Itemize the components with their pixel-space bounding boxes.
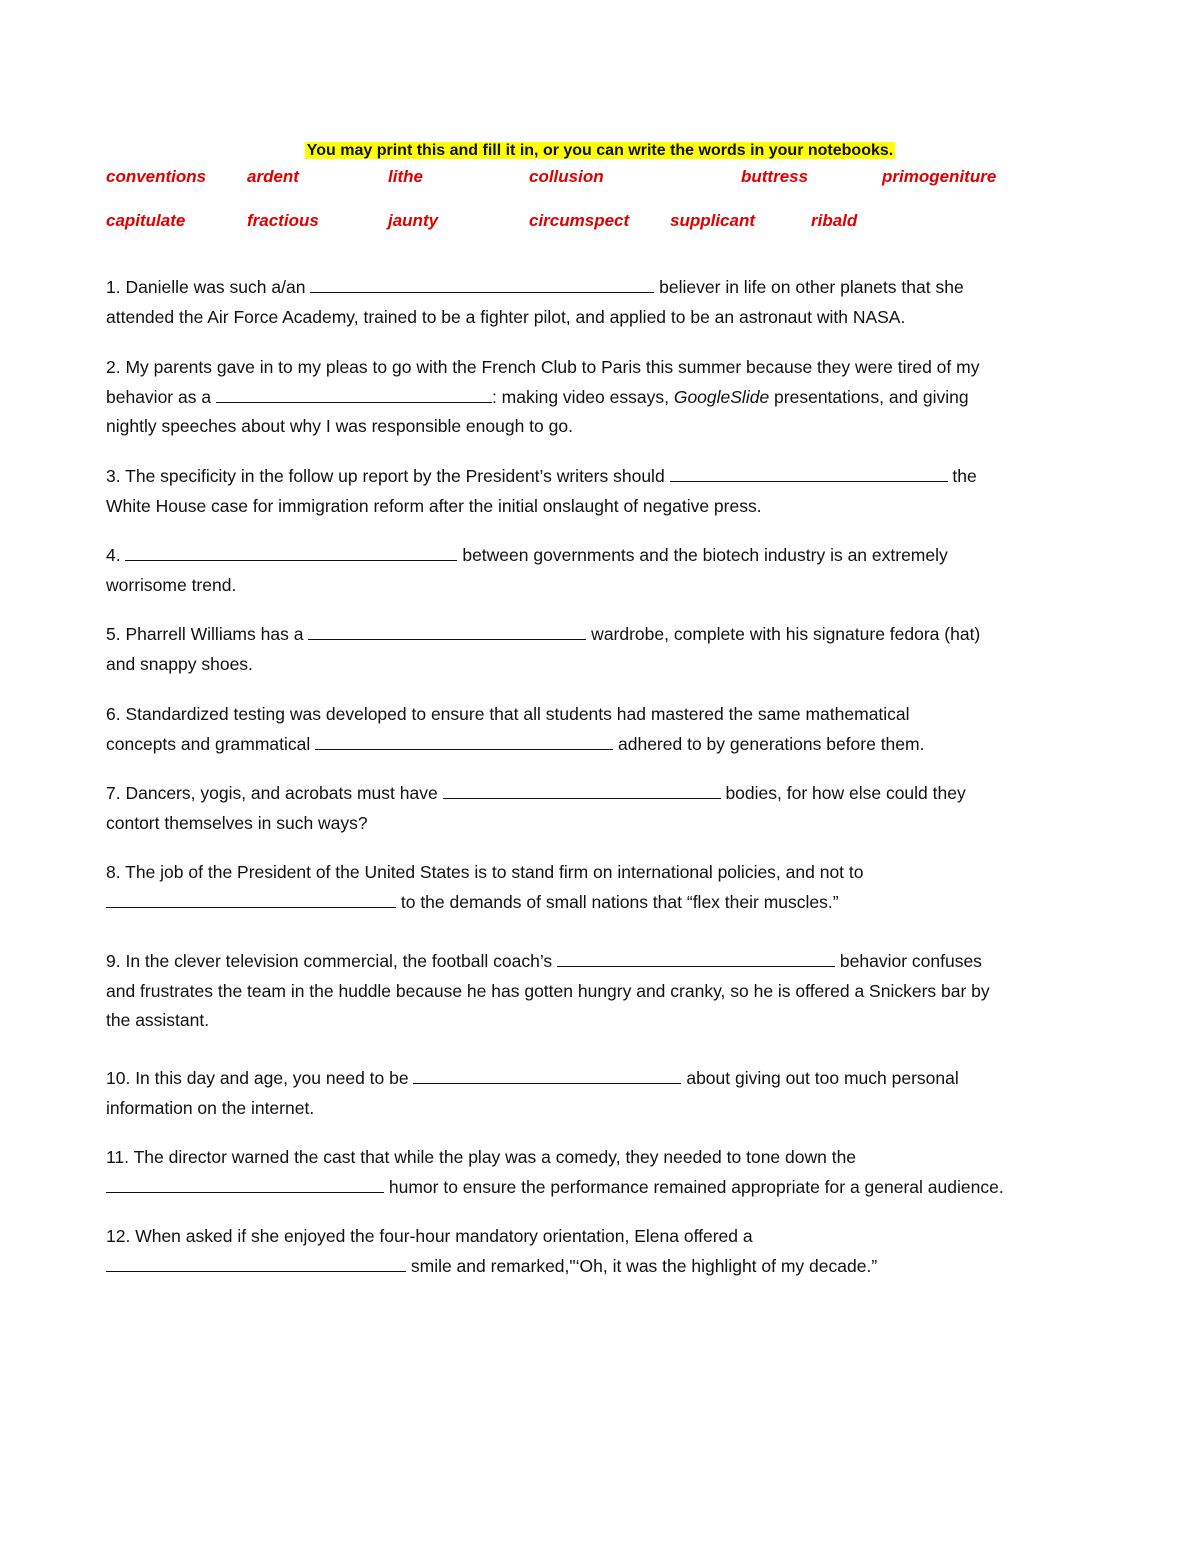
answer-blank[interactable] bbox=[106, 889, 396, 908]
question-number: 9. bbox=[106, 951, 121, 971]
word-bank-item: conventions bbox=[106, 167, 207, 186]
question-number: 10. bbox=[106, 1068, 131, 1088]
word-bank-item: ardent bbox=[247, 167, 299, 186]
question-text: bodies, for how else could they bbox=[720, 783, 966, 803]
question-text: : making video essays, bbox=[491, 386, 674, 407]
question-text: the bbox=[947, 466, 977, 486]
question-number: 11. bbox=[106, 1147, 130, 1167]
question-text: White House case for immigration reform after the initial onslaught of negative press. bbox=[106, 495, 762, 516]
word-bank-item: lithe bbox=[388, 167, 423, 186]
question-text: information on the internet. bbox=[106, 1097, 315, 1118]
question-text: The director warned the cast that while the play was a comedy, they needed to tone down the bbox=[129, 1147, 857, 1167]
question-10 bbox=[106, 1064, 1106, 1123]
question-text: adhered to by generations before them. bbox=[613, 733, 925, 754]
question-text: and snappy shoes. bbox=[106, 653, 253, 674]
question-text: between governments and the biotech industry is an extremely bbox=[457, 545, 948, 565]
word-bank-item: supplicant bbox=[670, 211, 756, 230]
word-bank-item: capitulate bbox=[106, 211, 186, 230]
question-number: 2. bbox=[106, 357, 121, 377]
answer-blank[interactable] bbox=[308, 621, 586, 640]
question-number: 7. bbox=[106, 783, 121, 803]
question-text: and frustrates the team in the huddle because he has gotten hungry and cranky, so he is offered a Snickers bar by bbox=[106, 980, 990, 1001]
question-text: humor to ensure the performance remained appropriate for a general audience. bbox=[384, 1176, 1004, 1197]
answer-blank[interactable] bbox=[310, 274, 654, 293]
question-5 bbox=[106, 620, 1106, 679]
question-8 bbox=[106, 858, 1106, 917]
question-number: 1. bbox=[106, 277, 121, 297]
answer-blank[interactable] bbox=[106, 1174, 384, 1193]
question-text: The job of the President of the United States is to stand firm on international policies, and not to bbox=[120, 862, 864, 882]
question-number: 5. bbox=[106, 624, 121, 644]
question-text: believer in life on other planets that she bbox=[654, 277, 964, 297]
word-bank-item: ribald bbox=[811, 211, 858, 230]
question-text: the assistant. bbox=[106, 1010, 210, 1030]
question-number: 8. bbox=[106, 862, 121, 882]
answer-blank[interactable] bbox=[557, 948, 835, 967]
question-text: In this day and age, you need to be bbox=[130, 1068, 414, 1088]
answer-blank[interactable] bbox=[670, 463, 948, 482]
answer-blank[interactable] bbox=[413, 1065, 681, 1084]
question-number: 4. bbox=[106, 545, 121, 565]
instructions-banner bbox=[0, 140, 1200, 162]
question-text: wardrobe, complete with his signature fedora (hat) bbox=[586, 624, 981, 644]
question-text: smile and remarked,"‘Oh, it was the highlight of my decade.” bbox=[406, 1255, 878, 1276]
question-text: behavior confuses bbox=[835, 951, 982, 971]
question-text: presentations, and giving bbox=[769, 386, 969, 407]
question-text: My parents gave in to my pleas to go with the French Club to Paris this summer because they were tired of my bbox=[120, 357, 980, 377]
word-bank-item: jaunty bbox=[388, 211, 439, 230]
word-bank-item: fractious bbox=[247, 211, 319, 230]
question-text-italic: GoogleSlide bbox=[673, 386, 770, 407]
answer-blank[interactable] bbox=[125, 542, 457, 561]
word-bank-item: primogeniture bbox=[882, 167, 997, 186]
word-bank-item: collusion bbox=[529, 167, 604, 186]
question-text: nightly speeches about why I was responsible enough to go. bbox=[106, 416, 573, 436]
question-text: Standardized testing was developed to ensure that all students had mastered the same mathematical bbox=[120, 704, 910, 724]
question-text: about giving out too much personal bbox=[681, 1068, 959, 1088]
question-6 bbox=[106, 700, 1106, 759]
question-number: 6. bbox=[106, 704, 121, 724]
answer-blank[interactable] bbox=[106, 1253, 406, 1272]
question-text: The specificity in the follow up report by the President’s writers should bbox=[120, 466, 670, 486]
answer-blank[interactable] bbox=[443, 780, 721, 799]
answer-blank[interactable] bbox=[315, 731, 613, 750]
question-text: behavior as a bbox=[106, 386, 216, 407]
question-9 bbox=[106, 947, 1106, 1036]
question-text: to the demands of small nations that “flex their muscles.” bbox=[396, 891, 839, 912]
question-text: contort themselves in such ways? bbox=[106, 812, 368, 833]
question-1 bbox=[106, 273, 1106, 332]
question-number: 12. bbox=[106, 1226, 131, 1246]
answer-blank[interactable] bbox=[216, 384, 492, 403]
instructions-text: You may print this and fill it in, or you can write the words in your notebooks. bbox=[306, 142, 894, 159]
question-text: attended the Air Force Academy, trained to be a fighter pilot, and applied to be an astronaut with NASA. bbox=[106, 306, 906, 327]
question-text: concepts and grammatical bbox=[106, 733, 316, 754]
question-4 bbox=[106, 541, 1106, 600]
word-bank-item: circumspect bbox=[529, 211, 630, 230]
question-7 bbox=[106, 779, 1106, 838]
question-text: When asked if she enjoyed the four-hour mandatory orientation, Elena offered a bbox=[130, 1226, 753, 1246]
question-text: In the clever television commercial, the football coach’s bbox=[120, 951, 558, 971]
question-2 bbox=[106, 353, 1106, 442]
question-text: Dancers, yogis, and acrobats must have bbox=[120, 783, 443, 803]
question-12 bbox=[106, 1222, 1106, 1281]
question-text: Danielle was such a/an bbox=[120, 277, 311, 297]
question-text: worrisome trend. bbox=[106, 574, 237, 595]
question-11 bbox=[106, 1143, 1106, 1202]
question-3 bbox=[106, 462, 1106, 521]
question-number: 3. bbox=[106, 466, 121, 486]
question-text: Pharrell Williams has a bbox=[120, 624, 309, 644]
word-bank-item: buttress bbox=[741, 167, 809, 186]
